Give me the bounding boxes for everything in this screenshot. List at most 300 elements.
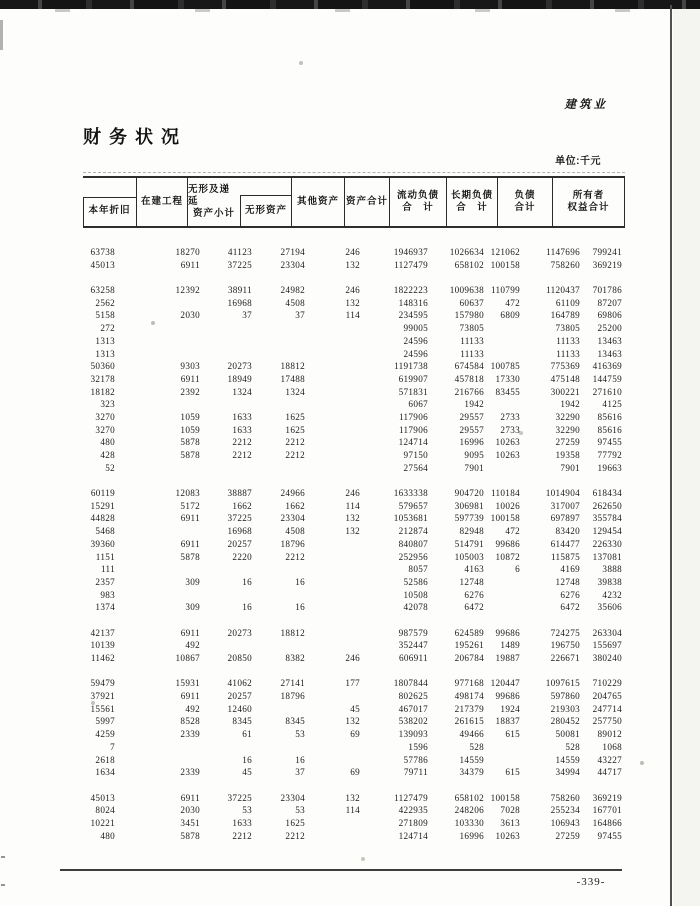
table-cell: 1324 (285, 386, 305, 397)
table-row (83, 259, 622, 272)
scan-artifact-top-edge (0, 0, 700, 9)
table-cell: 18270 (175, 247, 200, 257)
column-header-depreciation (83, 178, 137, 226)
table-cell: 18796 (280, 691, 305, 702)
table-cell: 1151 (95, 551, 115, 562)
table-cell: 904720 (454, 488, 484, 499)
table-cell: 234595 (398, 310, 428, 321)
table-cell: 37 (242, 310, 252, 321)
table-cell: 132 (345, 297, 360, 308)
table-cell: 2562 (95, 297, 115, 308)
table-row (83, 449, 622, 462)
table-cell: 35606 (597, 602, 622, 613)
table-cell: 4508 (285, 526, 305, 537)
table-cell: 710229 (592, 678, 622, 689)
table-cell: 10139 (90, 640, 115, 651)
table-cell: 10263 (495, 450, 520, 460)
table-cell: 1625 (285, 411, 305, 422)
table-cell: 467017 (398, 703, 428, 714)
table-cell: 18812 (280, 627, 305, 638)
table-cell: 2212 (232, 450, 252, 460)
table-cell: 271809 (398, 817, 428, 828)
table-cell: 1942 (560, 399, 580, 410)
table-cell: 100158 (490, 792, 520, 803)
table-cell: 15931 (175, 678, 200, 689)
table-cell (484, 398, 520, 411)
table-cell: 69 (350, 729, 360, 740)
table-cell: 60119 (90, 488, 115, 499)
table-cell: 14559 (555, 754, 580, 765)
table-cell: 132 (345, 526, 360, 537)
column-header-total-liabilities (498, 178, 553, 226)
table-cell: 132 (345, 259, 360, 270)
table-cell: 1324 (232, 386, 252, 397)
table-row (83, 322, 622, 335)
table-cell: 1191738 (394, 361, 428, 372)
scan-artifact-right-edge-line (670, 5, 672, 906)
table-cell: 6809 (500, 310, 520, 321)
table-cell: 103330 (454, 817, 484, 828)
table-cell: 4508 (285, 297, 305, 308)
table-cell: 3888 (602, 564, 622, 575)
table-cell (305, 424, 360, 437)
table-row (83, 462, 622, 475)
column-header-label: 权益合计 (567, 202, 610, 213)
table-cell: 422935 (398, 805, 428, 816)
table-cell: 115875 (550, 551, 580, 562)
table-cell: 9303 (180, 361, 200, 372)
table-cell: 85616 (597, 424, 622, 435)
table-cell: 50081 (555, 729, 580, 740)
table-cell (305, 830, 360, 843)
table-cell: 24982 (280, 285, 305, 296)
table-cell (305, 563, 360, 576)
table-cell (200, 741, 252, 754)
row-group (83, 246, 622, 271)
table-cell: 1014904 (545, 488, 580, 499)
table-cell: 27141 (280, 678, 305, 689)
table-cell: 475148 (550, 373, 580, 384)
table-cell: 697897 (550, 513, 580, 524)
table-cell: 25200 (597, 323, 622, 334)
table-cell: 15561 (90, 703, 115, 714)
table-row (83, 677, 622, 690)
table-cell: 579657 (398, 500, 428, 511)
table-cell (252, 703, 305, 716)
scan-artifact-tick (1, 856, 5, 858)
table-cell: 124714 (398, 830, 428, 841)
table-cell: 16 (295, 576, 305, 587)
table-cell (252, 322, 305, 335)
table-cell: 2212 (285, 830, 305, 841)
table-cell (305, 627, 360, 640)
table-cell: 1633 (232, 424, 252, 435)
table-row (83, 348, 622, 361)
table-cell: 6276 (560, 589, 580, 600)
table-cell: 4169 (560, 564, 580, 575)
table-cell: 1147696 (546, 247, 580, 257)
table-cell: 16996 (459, 437, 484, 448)
table-body (83, 246, 622, 842)
table-cell: 977168 (454, 678, 484, 689)
table-cell: 217379 (454, 703, 484, 714)
table-cell: 724275 (550, 627, 580, 638)
column-header-current-liabilities (390, 178, 447, 226)
table-cell: 12392 (175, 285, 200, 296)
table-cell (200, 462, 252, 475)
column-header-label: 合 计 (456, 202, 488, 213)
table-cell: 1942 (464, 399, 484, 410)
table-cell (484, 601, 520, 614)
table-cell (252, 639, 305, 652)
table-row (83, 398, 622, 411)
table-cell: 59479 (90, 678, 115, 689)
table-cell: 12083 (175, 488, 200, 499)
table-cell: 416369 (592, 361, 622, 372)
table-cell: 100158 (490, 513, 520, 524)
table-cell: 369219 (592, 259, 622, 270)
column-header-label: 合计 (514, 202, 536, 213)
table-cell: 2212 (285, 437, 305, 448)
table-cell: 606911 (398, 653, 428, 663)
table-cell: 61109 (555, 297, 580, 308)
table-cell: 498174 (454, 691, 484, 702)
table-cell: 155697 (592, 640, 622, 651)
table-cell: 5878 (180, 551, 200, 562)
table-cell: 16968 (227, 297, 252, 308)
column-header-other-assets (292, 178, 345, 226)
table-cell: 1059 (180, 411, 200, 422)
table-cell (252, 741, 305, 754)
table-cell: 1374 (95, 602, 115, 613)
table-cell (252, 563, 305, 576)
table-header (83, 176, 625, 228)
table-cell: 1068 (602, 741, 622, 752)
table-cell: 57786 (403, 754, 428, 765)
table-cell: 164866 (592, 817, 622, 828)
table-cell: 1633 (232, 411, 252, 422)
column-header-label: 本年折旧 (88, 205, 131, 216)
table-cell: 226671 (550, 653, 580, 663)
table-cell (305, 449, 360, 462)
table-cell: 614477 (550, 538, 580, 549)
table-cell: 50360 (90, 361, 115, 372)
table-cell: 2339 (180, 767, 200, 778)
scan-artifact-tick (1, 884, 5, 886)
table-cell: 3270 (95, 411, 115, 422)
table-cell: 1924 (500, 703, 520, 714)
table-cell: 114 (345, 500, 360, 511)
table-cell: 10867 (175, 653, 200, 663)
table-cell: 204765 (592, 691, 622, 702)
table-cell: 27259 (555, 437, 580, 448)
table-cell: 1127479 (394, 259, 428, 270)
table-cell: 110799 (490, 285, 520, 296)
table-cell: 1596 (408, 741, 428, 752)
table-cell: 674584 (454, 361, 484, 372)
table-row (83, 766, 622, 779)
table-cell: 428 (100, 450, 115, 460)
table-cell: 658102 (454, 259, 484, 270)
table-cell: 20850 (227, 653, 252, 663)
table-cell: 1946937 (393, 247, 428, 257)
table-cell (305, 589, 360, 602)
table-cell: 87207 (597, 297, 622, 308)
table-cell: 216766 (454, 386, 484, 397)
table-row (83, 335, 622, 348)
table-cell (115, 525, 200, 538)
table-cell: 37 (295, 767, 305, 778)
table-cell: 121062 (490, 247, 520, 257)
table-cell: 2618 (95, 754, 115, 765)
table-cell: 1059 (180, 424, 200, 435)
table-cell: 99686 (495, 691, 520, 702)
table-cell: 14559 (459, 754, 484, 765)
table-cell: 8024 (95, 805, 115, 816)
table-cell: 624589 (454, 627, 484, 638)
table-cell (115, 398, 200, 411)
table-cell: 6067 (408, 399, 428, 410)
table-cell: 6911 (180, 792, 200, 803)
table-cell: 272 (100, 323, 115, 334)
table-cell: 53 (295, 729, 305, 740)
table-cell: 619907 (398, 373, 428, 384)
table-cell: 255234 (550, 805, 580, 816)
table-cell (115, 754, 200, 767)
page-title: 财务状况 (83, 127, 187, 147)
column-header-intangible-assets (240, 178, 292, 226)
column-header-label: 在建工程 (140, 196, 183, 207)
table-cell: 3270 (95, 424, 115, 435)
table-cell: 840807 (398, 538, 428, 549)
table-cell: 538202 (398, 716, 428, 727)
table-cell (484, 754, 520, 767)
table-cell: 1625 (285, 424, 305, 435)
table-cell: 61 (242, 729, 252, 740)
table-cell (484, 462, 520, 475)
table-cell: 85616 (597, 411, 622, 422)
table-cell: 73805 (459, 323, 484, 334)
table-cell (484, 741, 520, 754)
table-cell: 11133 (460, 348, 484, 359)
table-cell: 247714 (592, 703, 622, 714)
table-cell: 99005 (403, 323, 428, 334)
table-row (83, 589, 622, 602)
table-cell (305, 690, 360, 703)
table-cell: 37225 (227, 792, 252, 803)
table-cell: 120447 (490, 678, 520, 689)
table-cell: 262650 (592, 500, 622, 511)
table-cell: 2339 (180, 729, 200, 740)
table-cell: 2030 (180, 310, 200, 321)
scan-artifact-right-margin (673, 9, 700, 906)
table-cell (252, 462, 305, 475)
table-cell: 6911 (180, 513, 200, 524)
table-row (83, 500, 622, 513)
table-cell (305, 398, 360, 411)
table-cell: 246 (345, 653, 360, 663)
table-cell: 60637 (459, 297, 484, 308)
table-cell: 206784 (454, 653, 484, 663)
table-cell: 352447 (398, 640, 428, 651)
header-stub-line (83, 197, 136, 198)
table-cell: 4125 (602, 399, 622, 410)
table-cell: 658102 (454, 792, 484, 803)
table-cell: 10263 (495, 830, 520, 841)
table-row (83, 792, 622, 805)
table-cell (305, 576, 360, 589)
table-cell: 987579 (398, 627, 428, 638)
table-cell: 8345 (285, 716, 305, 727)
column-header-label: 所有者 (572, 190, 605, 201)
table-cell: 11133 (556, 335, 580, 346)
table-cell: 6911 (180, 538, 200, 549)
table-cell: 148316 (398, 297, 428, 308)
column-header-label: 合 计 (402, 202, 434, 213)
table-cell: 20273 (227, 361, 252, 372)
table-cell: 1634 (95, 767, 115, 778)
table-cell: 246 (345, 285, 360, 296)
table-cell: 2212 (285, 450, 305, 460)
table-cell (305, 462, 360, 475)
table-cell: 20273 (227, 627, 252, 638)
table-cell (305, 551, 360, 564)
table-cell: 132 (345, 513, 360, 524)
table-cell: 306981 (454, 500, 484, 511)
table-cell: 2733 (500, 424, 520, 435)
table-cell (305, 322, 360, 335)
table-cell: 49466 (459, 729, 484, 740)
table-cell: 29557 (459, 424, 484, 435)
table-cell: 124714 (398, 437, 428, 448)
table-cell: 1120437 (546, 285, 580, 296)
table-cell: 23304 (280, 259, 305, 270)
table-cell (305, 741, 360, 754)
table-cell: 10026 (495, 500, 520, 511)
table-cell: 111 (101, 564, 115, 575)
table-cell: 19887 (495, 653, 520, 663)
table-cell: 528 (469, 741, 484, 752)
table-cell: 69 (350, 767, 360, 778)
table-cell: 355784 (592, 513, 622, 524)
table-cell: 39360 (90, 538, 115, 549)
table-cell: 106943 (550, 817, 580, 828)
table-cell: 37225 (227, 259, 252, 270)
table-cell: 5997 (95, 716, 115, 727)
table-cell: 2733 (500, 411, 520, 422)
table-cell: 19663 (597, 462, 622, 473)
table-cell: 16996 (459, 830, 484, 841)
table-cell (305, 817, 360, 830)
table-cell (305, 348, 360, 361)
table-cell: 17330 (495, 373, 520, 384)
table-cell: 42137 (90, 627, 115, 638)
table-cell: 1053681 (393, 513, 428, 524)
table-cell: 110184 (490, 488, 520, 499)
table-cell: 20257 (227, 538, 252, 549)
table-cell: 7028 (500, 805, 520, 816)
table-cell: 799241 (592, 247, 622, 257)
table-cell: 618434 (592, 488, 622, 499)
table-cell: 2220 (232, 551, 252, 562)
table-cell: 10221 (90, 817, 115, 828)
table-cell: 99686 (495, 538, 520, 549)
table-cell: 309 (185, 576, 200, 587)
table-cell: 5878 (180, 450, 200, 460)
table-cell: 615 (505, 767, 520, 778)
table-cell (115, 335, 200, 348)
table-row (83, 411, 622, 424)
row-group (83, 627, 622, 665)
table-cell: 758260 (550, 792, 580, 803)
table-cell: 45 (350, 703, 360, 714)
table-cell (305, 601, 360, 614)
row-group (83, 284, 622, 474)
table-cell: 99686 (495, 627, 520, 638)
table-cell: 100158 (490, 259, 520, 270)
table-cell: 492 (185, 640, 200, 651)
table-cell: 32178 (90, 373, 115, 384)
table-cell: 97455 (597, 830, 622, 841)
table-cell: 79711 (403, 767, 428, 778)
table-cell: 6911 (180, 373, 200, 384)
table-cell: 97150 (403, 450, 428, 460)
table-cell: 571831 (398, 386, 428, 397)
table-cell (200, 398, 252, 411)
table-cell: 45 (242, 767, 252, 778)
table-row (83, 817, 622, 830)
table-cell: 27259 (555, 830, 580, 841)
table-row (83, 703, 622, 716)
table-cell: 212874 (398, 526, 428, 537)
table-cell: 1822223 (393, 285, 428, 296)
table-cell: 18182 (90, 386, 115, 397)
table-cell: 492 (185, 703, 200, 714)
table-cell: 802625 (398, 691, 428, 702)
table-cell: 39838 (597, 576, 622, 587)
column-header-label: 资产小计 (192, 208, 235, 219)
table-cell: 38911 (227, 285, 252, 296)
table-row (83, 652, 622, 665)
table-cell: 11133 (556, 348, 580, 359)
table-cell: 32290 (555, 424, 580, 435)
table-cell: 1807844 (393, 678, 428, 689)
table-cell: 1625 (285, 817, 305, 828)
table-cell (305, 360, 360, 373)
table-cell: 6472 (560, 602, 580, 613)
table-cell (305, 386, 360, 399)
table-row (83, 309, 622, 322)
table-cell: 34994 (555, 767, 580, 778)
table-cell (252, 335, 305, 348)
table-cell: 309 (185, 602, 200, 613)
table-cell: 37 (295, 310, 305, 321)
table-cell (200, 348, 252, 361)
table-cell: 3451 (180, 817, 200, 828)
column-header-long-term-liabilities (447, 178, 498, 226)
table-row (83, 525, 622, 538)
table-cell (115, 589, 200, 602)
table-cell (115, 322, 200, 335)
table-cell: 597860 (550, 691, 580, 702)
table-cell (252, 348, 305, 361)
table-cell (484, 576, 520, 589)
table-cell: 12748 (459, 576, 484, 587)
table-cell: 12748 (555, 576, 580, 587)
table-cell (115, 741, 200, 754)
column-header-label: 无形及递延 (188, 184, 231, 207)
table-row (83, 487, 622, 500)
